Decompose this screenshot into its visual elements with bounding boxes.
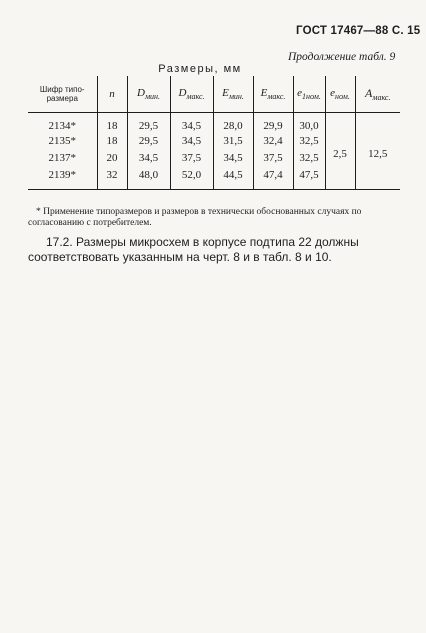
cell-d-min: 29,5 <box>127 132 170 149</box>
cell-d-max: 34,5 <box>170 132 213 149</box>
cell-e1-nom: 30,0 <box>293 113 325 133</box>
cell-type-code: 2134* <box>28 113 97 133</box>
cell-e-max: 29,9 <box>253 113 293 133</box>
cell-n: 32 <box>97 166 127 190</box>
cell-e-nom: 2,5 <box>325 113 355 190</box>
cell-n: 18 <box>97 132 127 149</box>
cell-d-min: 48,0 <box>127 166 170 190</box>
cell-e-min: 34,5 <box>213 149 253 166</box>
column-header-e-min: $E_{мин.}$ <box>213 76 253 113</box>
cell-e-max: 47,4 <box>253 166 293 190</box>
table-footnote: * Применение типоразмеров и размеров в технически обоснованных случаях по согласованию с потребителем. <box>28 207 362 228</box>
cell-e-min: 44,5 <box>213 166 253 190</box>
column-header-d-max: $D_{макс.}$ <box>170 76 213 113</box>
dimensions-table <box>28 76 400 190</box>
cell-d-max: 37,5 <box>170 149 213 166</box>
cell-e1-nom: 47,5 <box>293 166 325 190</box>
cell-n: 20 <box>97 149 127 166</box>
cell-e1-nom: 32,5 <box>293 132 325 149</box>
cell-e-min: 31,5 <box>213 132 253 149</box>
cell-d-max: 34,5 <box>170 113 213 133</box>
column-header-d-min: $D_{мин.}$ <box>127 76 170 113</box>
table-row <box>28 113 400 133</box>
column-header-type-code: Шифр типо- размера <box>28 76 97 113</box>
table-caption: Размеры, мм <box>158 63 242 75</box>
cell-type-code: 2139* <box>28 166 97 190</box>
cell-type-code: 2135* <box>28 132 97 149</box>
table-header-row <box>28 76 400 113</box>
column-header-e-max: $E_{макс.}$ <box>253 76 293 113</box>
cell-type-code: 2137* <box>28 149 97 166</box>
page-header: ГОСТ 17467—88 С. 15 <box>296 25 421 37</box>
cell-d-max: 52,0 <box>170 166 213 190</box>
column-header-e1-nom: $e_{1ном.}$ <box>293 76 325 113</box>
cell-a-max: 12,5 <box>355 113 400 190</box>
cell-n: 18 <box>97 113 127 133</box>
cell-e-max: 37,5 <box>253 149 293 166</box>
column-header-n: n <box>97 76 127 113</box>
column-header-e-nom: $e_{ном.}$ <box>325 76 355 113</box>
column-header-a-max: $A_{макс.}$ <box>355 76 400 113</box>
table-continuation-label: Продолжение табл. 9 <box>288 51 396 63</box>
cell-e-min: 28,0 <box>213 113 253 133</box>
cell-d-min: 29,5 <box>127 113 170 133</box>
cell-e-max: 32,4 <box>253 132 293 149</box>
section-paragraph: 17.2. Размеры микросхем в корпусе подтипа 22 должны соответствовать указанным на черт. 8 и в табл. 8 и 10. <box>28 235 359 264</box>
cell-d-min: 34,5 <box>127 149 170 166</box>
cell-e1-nom: 32,5 <box>293 149 325 166</box>
